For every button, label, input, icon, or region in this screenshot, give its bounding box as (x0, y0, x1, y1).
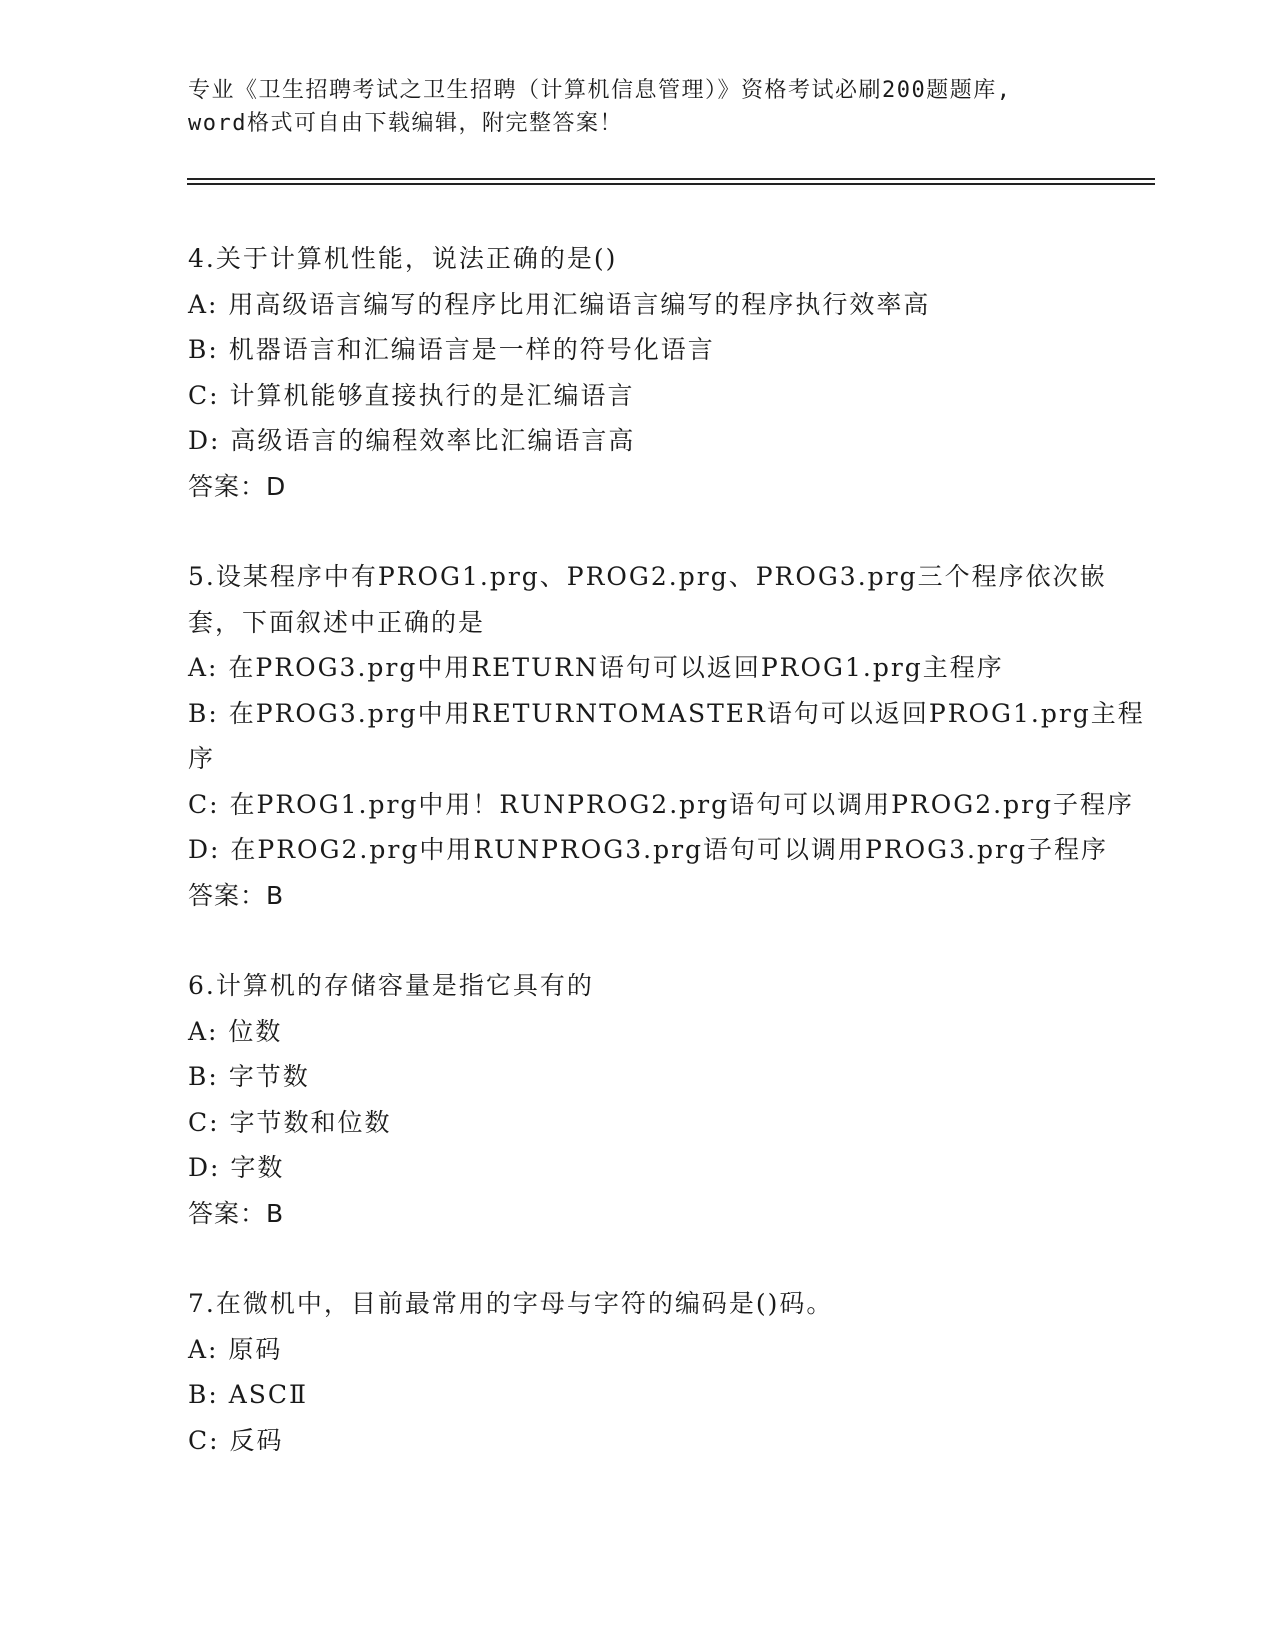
header-divider-top (187, 178, 1155, 180)
question-stem: 6.计算机的存储容量是指它具有的 (188, 971, 594, 1000)
answer-option: B: ASCⅡ (188, 1380, 309, 1409)
question-stem: 4.关于计算机性能，说法正确的是() (188, 244, 618, 273)
answer-option: A: 位数 (188, 1016, 283, 1046)
answer-key: 答案：B (188, 1198, 285, 1228)
header-title-line-1: 专业《卫生招聘考试之卫生招聘（计算机信息管理）》资格考试必刷200题题库, (188, 78, 1012, 103)
answer-option: D: 高级语言的编程效率比汇编语言高 (188, 426, 636, 455)
answer-key: 答案：D (188, 471, 287, 501)
question-stem: 套，下面叙述中正确的是 (188, 607, 486, 637)
answer-option: A: 在PROG3.prg中用RETURN语句可以返回PROG1.prg主程序 (188, 653, 1004, 682)
question-stem: 5.设某程序中有PROG1.prg、PROG2.prg、PROG3.prg三个程序依次嵌 (188, 562, 1107, 591)
answer-option: C: 在PROG1.prg中用！RUNPROG2.prg语句可以调用PROG2.prg子程序 (188, 789, 1135, 819)
answer-option: A: 用高级语言编写的程序比用汇编语言编写的程序执行效率高 (188, 289, 931, 319)
question-block (188, 1281, 1088, 1463)
answer-key: 答案：B (188, 880, 285, 910)
answer-option: C: 计算机能够直接执行的是汇编语言 (188, 380, 635, 410)
answer-option: B: 在PROG3.prg中用RETURNTOMASTER语句可以返回PROG1.prg主程 (188, 698, 1145, 728)
document-header (188, 74, 1088, 140)
question-block (188, 236, 1088, 509)
answer-option: D: 在PROG2.prg中用RUNPROG3.prg语句可以调用PROG3.prg子程序 (188, 835, 1108, 864)
answer-option: B: 机器语言和汇编语言是一样的符号化语言 (188, 335, 715, 364)
answer-option: C: 反码 (188, 1425, 284, 1455)
answer-option: C: 字节数和位数 (188, 1107, 392, 1137)
question-spacer (188, 918, 1088, 963)
answer-option: A: 原码 (188, 1334, 283, 1364)
question-spacer (188, 509, 1088, 554)
question-spacer (188, 1236, 1088, 1281)
header-divider-bottom (187, 183, 1155, 185)
question-block (188, 963, 1088, 1236)
answer-option: B: 字节数 (188, 1062, 310, 1091)
header-title-line-2: word格式可自由下载编辑，附完整答案！ (188, 111, 623, 136)
answer-option: D: 字数 (188, 1153, 285, 1182)
question-stem: 7.在微机中，目前最常用的字母与字符的编码是()码。 (188, 1289, 834, 1318)
question-list (188, 236, 1145, 1463)
question-block (188, 554, 1145, 918)
answer-option: 序 (188, 744, 216, 773)
